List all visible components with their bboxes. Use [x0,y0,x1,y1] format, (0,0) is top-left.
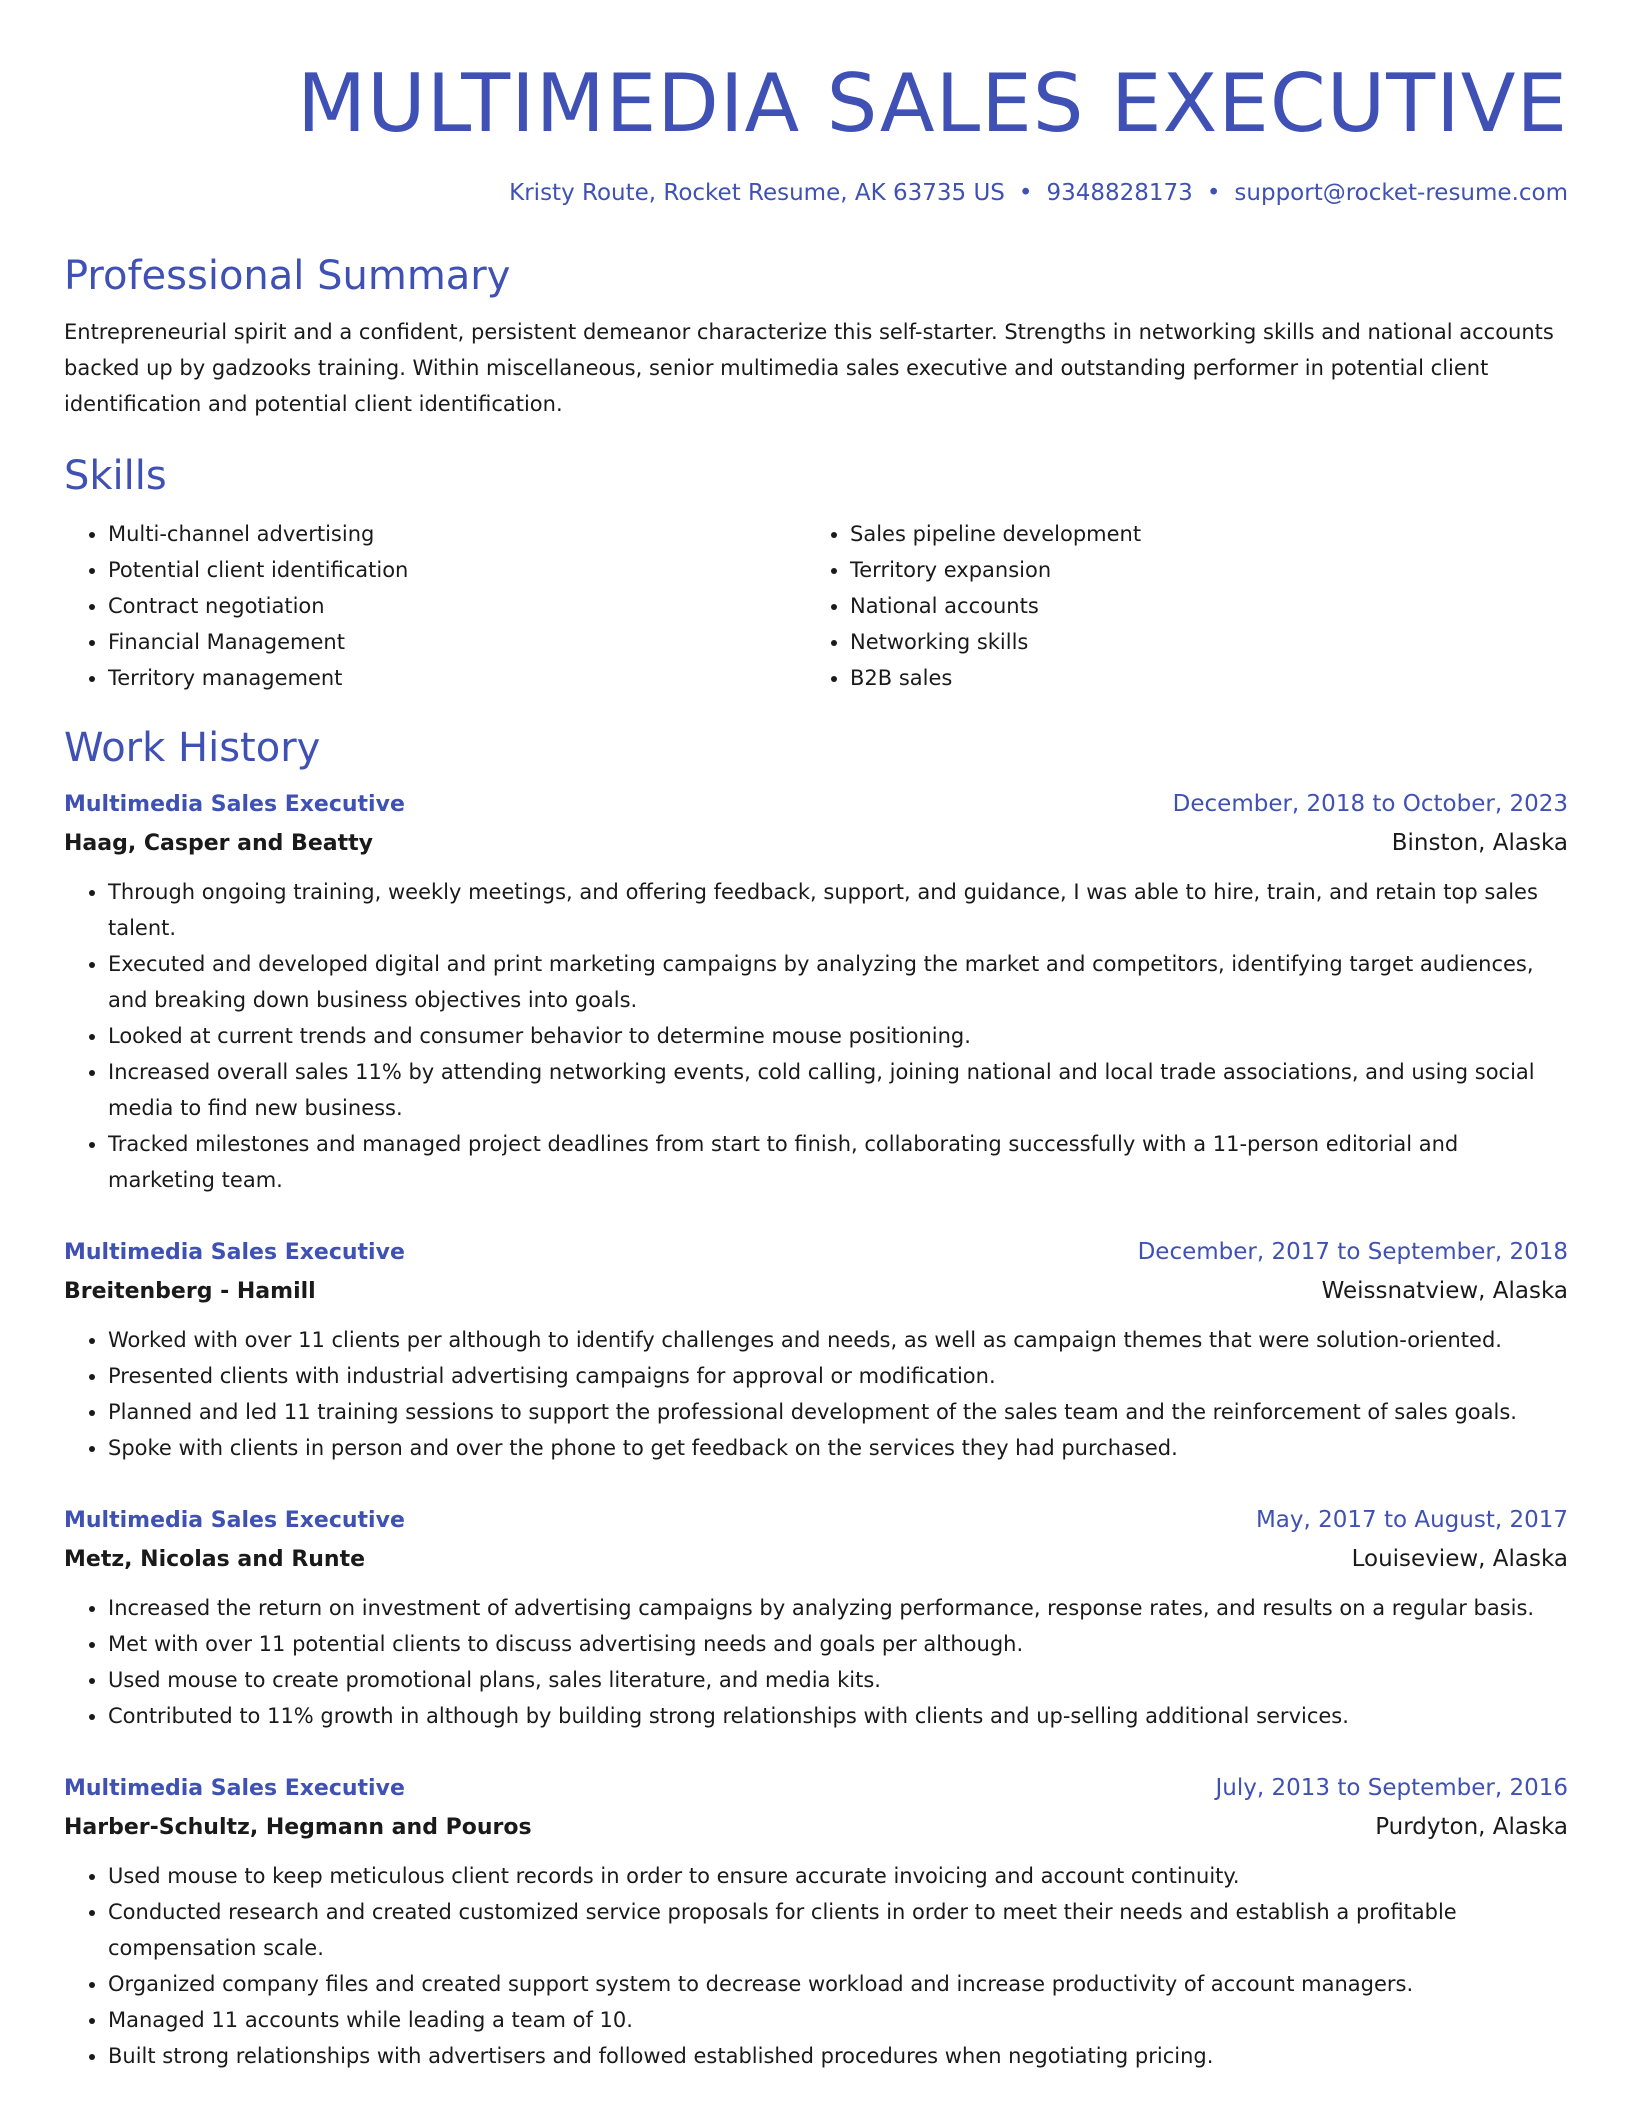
contact-phone: 9348828173 [1046,180,1193,206]
job-location: Binston, Alaska [1391,830,1568,856]
job-bullet: • Built strong relationships with advertisers and followed established procedures when negotiating pricing. [108,2038,1568,2074]
work-history-heading: Work History [64,725,321,771]
job-title: Multimedia Sales Executive [64,1240,405,1265]
skill-item: • National accounts [850,588,1548,624]
job-company: Breitenberg - Hamill [64,1279,316,1304]
job-bullet: • Executed and developed digital and print marketing campaigns by analyzing the market and competitors, identifying target audiences, and breaking down business objectives into goals. [108,946,1568,1018]
job-company: Harber-Schultz, Hegmann and Pouros [64,1815,532,1840]
job-location: Purdyton, Alaska [1375,1814,1568,1840]
skill-item: • Networking skills [850,624,1548,660]
job-company: Haag, Casper and Beatty [64,831,373,856]
job-header [64,1234,1568,1271]
job-bullet: • Increased the return on investment of advertising campaigns by analyzing performance, response rates, and results on a regular basis. [108,1590,1568,1626]
skill-item: • Territory expansion [850,552,1548,588]
job-bullet: • Increased overall sales 11% by attending networking events, cold calling, joining national and local trade associations, and using social media to find new business. [108,1054,1568,1126]
job-bullets [64,1858,1568,2074]
job-subheader [64,1539,1568,1580]
contact-line [64,178,1568,208]
job-bullet: • Spoke with clients in person and over the phone to get feedback on the services they had purchased. [108,1430,1568,1466]
skills-list [64,516,1568,696]
job-company: Metz, Nicolas and Runte [64,1547,366,1572]
job-subheader [64,1271,1568,1312]
job-bullets [64,1590,1568,1734]
job-bullet: • Met with over 11 potential clients to discuss advertising needs and goals per although. [108,1626,1568,1662]
job-header [64,1770,1568,1807]
job-bullet: • Used mouse to keep meticulous client records in order to ensure accurate invoicing and account continuity. [108,1858,1568,1894]
job-subheader [64,1807,1568,1848]
job-title: Multimedia Sales Executive [64,792,405,817]
job-location: Louiseview, Alaska [1351,1546,1568,1572]
skill-item: • Financial Management [108,624,806,660]
contact-email[interactable]: support@rocket-resume.com [1234,180,1568,206]
job-bullet: • Planned and led 11 training sessions to support the professional development of the sales team and the reinforcement of sales goals. [108,1394,1568,1430]
skills-heading: Skills [64,453,167,499]
job-entry [64,786,1568,1198]
skill-item: • Territory management [108,660,806,696]
job-dates: May, 2017 to August, 2017 [1255,1507,1568,1533]
job-bullet: • Organized company files and created support system to decrease workload and increase productivity of account managers. [108,1966,1568,2002]
contact-separator: • [1018,180,1033,206]
job-bullet: • Looked at current trends and consumer behavior to determine mouse positioning. [108,1018,1568,1054]
job-bullets [64,1322,1568,1466]
summary-heading: Professional Summary [64,253,511,299]
skill-item: • Potential client identification [108,552,806,588]
contact-separator: • [1206,180,1221,206]
job-bullet: • Used mouse to create promotional plans, sales literature, and media kits. [108,1662,1568,1698]
skill-item: • B2B sales [850,660,1548,696]
job-bullet: • Through ongoing training, weekly meetings, and offering feedback, support, and guidance, I was able to hire, train, and retain top sales talent. [108,874,1568,946]
job-bullets [64,874,1568,1198]
job-dates: July, 2013 to September, 2016 [1215,1775,1568,1801]
page-title: MULTIMEDIA SALES EXECUTIVE [297,57,1568,150]
job-entry [64,1770,1568,2074]
job-location: Weissnatview, Alaska [1321,1278,1568,1304]
contact-address: Kristy Route, Rocket Resume, AK 63735 US [509,180,1005,206]
job-header [64,1502,1568,1539]
job-dates: December, 2018 to October, 2023 [1172,791,1568,817]
job-bullet: • Presented clients with industrial advertising campaigns for approval or modification. [108,1358,1568,1394]
skill-item: • Multi-channel advertising [108,516,806,552]
job-bullet: • Worked with over 11 clients per although to identify challenges and needs, as well as campaign themes that were solution-oriented. [108,1322,1568,1358]
job-bullet: • Conducted research and created customized service proposals for clients in order to meet their needs and establish a profitable compensation scale. [108,1894,1568,1966]
job-entry [64,1234,1568,1466]
job-title: Multimedia Sales Executive [64,1508,405,1533]
job-bullet: • Managed 11 accounts while leading a team of 10. [108,2002,1568,2038]
skill-item: • Contract negotiation [108,588,806,624]
job-bullet: • Tracked milestones and managed project deadlines from start to finish, collaborating successfully with a 11-person editorial and marketing team. [108,1126,1568,1198]
skills-column-right [806,516,1548,696]
job-header [64,786,1568,823]
job-subheader [64,823,1568,864]
skill-item: • Sales pipeline development [850,516,1548,552]
summary-text: Entrepreneurial spirit and a confident, persistent demeanor characterize this self-starter. Strengths in networking skills and national accounts backed up by gadzooks training. Within miscellaneous, senior multimedia sales executive and outstanding performer in potential client identification and potential client identification. [64,320,1554,416]
resume-header [64,56,1568,208]
job-bullet: • Contributed to 11% growth in although by building strong relationships with clients and up-selling additional services. [108,1698,1568,1734]
job-dates: December, 2017 to September, 2018 [1137,1239,1568,1265]
skills-column-left [64,516,806,696]
job-title: Multimedia Sales Executive [64,1776,405,1801]
job-entry [64,1502,1568,1734]
